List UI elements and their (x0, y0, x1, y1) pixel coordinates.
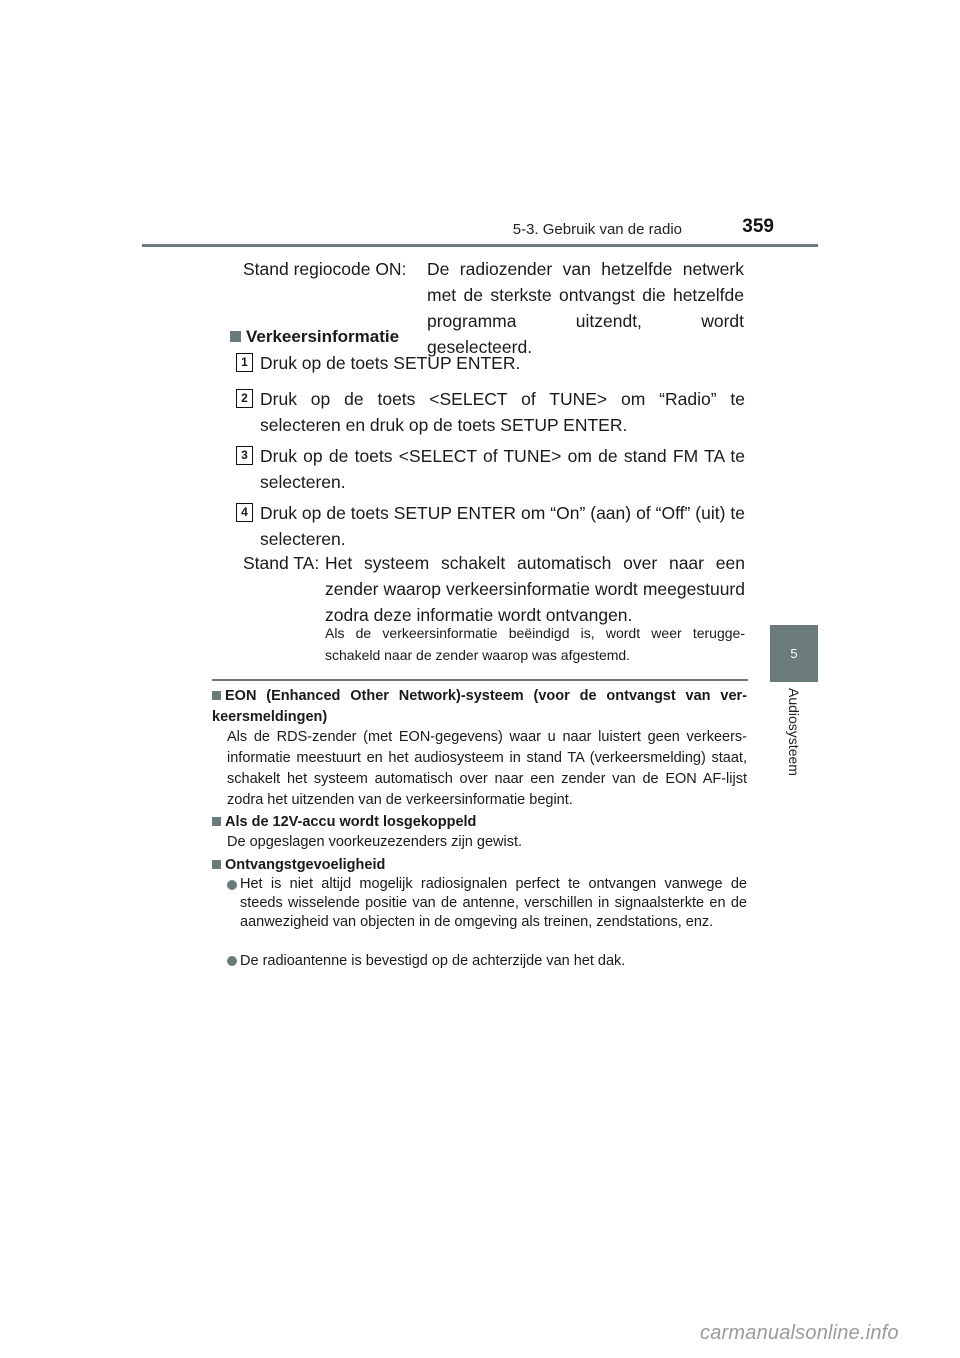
running-header-section: 5-3. Gebruik van de radio (512, 221, 682, 238)
step-number-2: 2 (236, 389, 253, 408)
page-number: 359 (742, 216, 774, 237)
regio-desc: De radiozender van hetzelfde netwerk met de sterkste ontvangst die hetzelfde programma uitzendt, wordt geselecteerd. (427, 259, 744, 357)
step-text-2: Druk op de toets <SELECT of TUNE> om “Radio” te selecteren en druk op de toets SETUP ENTER. (260, 389, 745, 435)
reception-heading-text: Ontvangstgevoeligheid (225, 857, 386, 873)
watermark: carmanualsonline.info (700, 1322, 899, 1344)
ta-term: Stand TA: (243, 553, 320, 573)
step-number-3: 3 (236, 446, 253, 465)
ta-desc: Het systeem schakelt automatisch over naar een zender waarop verkeersinformatie wordt meegestuurd zodra deze informatie wordt ontvangen. (325, 553, 745, 625)
chapter-tab: 5 (770, 625, 818, 682)
section-divider (212, 679, 748, 681)
bullet-icon (227, 956, 237, 966)
reception-bullet-1: Het is niet altijd mogelijk radiosignalen perfect te ontvangen vanwege de steeds wisselende positie van de antenne, verschillen in signaalsterkte en de aanwezigheid van objecten in de omgeving als treinen, zendstations, enz. (240, 876, 747, 930)
ta-note: Als de verkeersinformatie beëindigd is, wordt weer terugge-schakeld naar de zender waarop was afgestemd. (325, 625, 745, 663)
heading-square-icon (212, 860, 221, 869)
header-rule (142, 244, 818, 247)
traffic-heading-text: Verkeersinformatie (246, 327, 400, 346)
heading-square-icon (212, 691, 221, 700)
regio-term: Stand regiocode ON: (243, 259, 407, 279)
reception-heading (212, 855, 747, 876)
eon-heading-text: EON (Enhanced Other Network)-systeem (voor de ontvangst van ver-keersmeldingen) (212, 688, 747, 725)
eon-text: Als de RDS-zender (met EON-gegevens) waar u naar luistert geen verkeers-informatie meestuurt en het audiosysteem in stand TA (verkeersmelding) staat, schakelt het systeem automatisch over naar een zender van de EON AF-lijst zodra het uitzenden van de verkeersinformatie begint. (227, 729, 747, 808)
step-number-1: 1 (236, 353, 253, 372)
battery-heading-text: Als de 12V-accu wordt losgekoppeld (225, 814, 477, 830)
traffic-heading (230, 327, 399, 347)
step-text-4: Druk op de toets SETUP ENTER om “On” (aan) of “Off” (uit) te selecteren. (260, 503, 745, 549)
eon-heading (212, 686, 747, 728)
battery-heading (212, 812, 747, 833)
step-text-1: Druk op de toets SETUP ENTER. (260, 353, 521, 373)
battery-text: De opgeslagen voorkeuzezenders zijn gewist. (227, 834, 523, 850)
reception-bullet-2: De radioantenne is bevestigd op de achterzijde van het dak. (240, 953, 626, 969)
heading-square-icon (212, 817, 221, 826)
chapter-label: Audiosysteem (786, 688, 802, 776)
step-number-4: 4 (236, 503, 253, 522)
step-text-3: Druk op de toets <SELECT of TUNE> om de stand FM TA te selecteren. (260, 446, 745, 492)
heading-square-icon (230, 331, 241, 342)
bullet-icon (227, 880, 237, 890)
